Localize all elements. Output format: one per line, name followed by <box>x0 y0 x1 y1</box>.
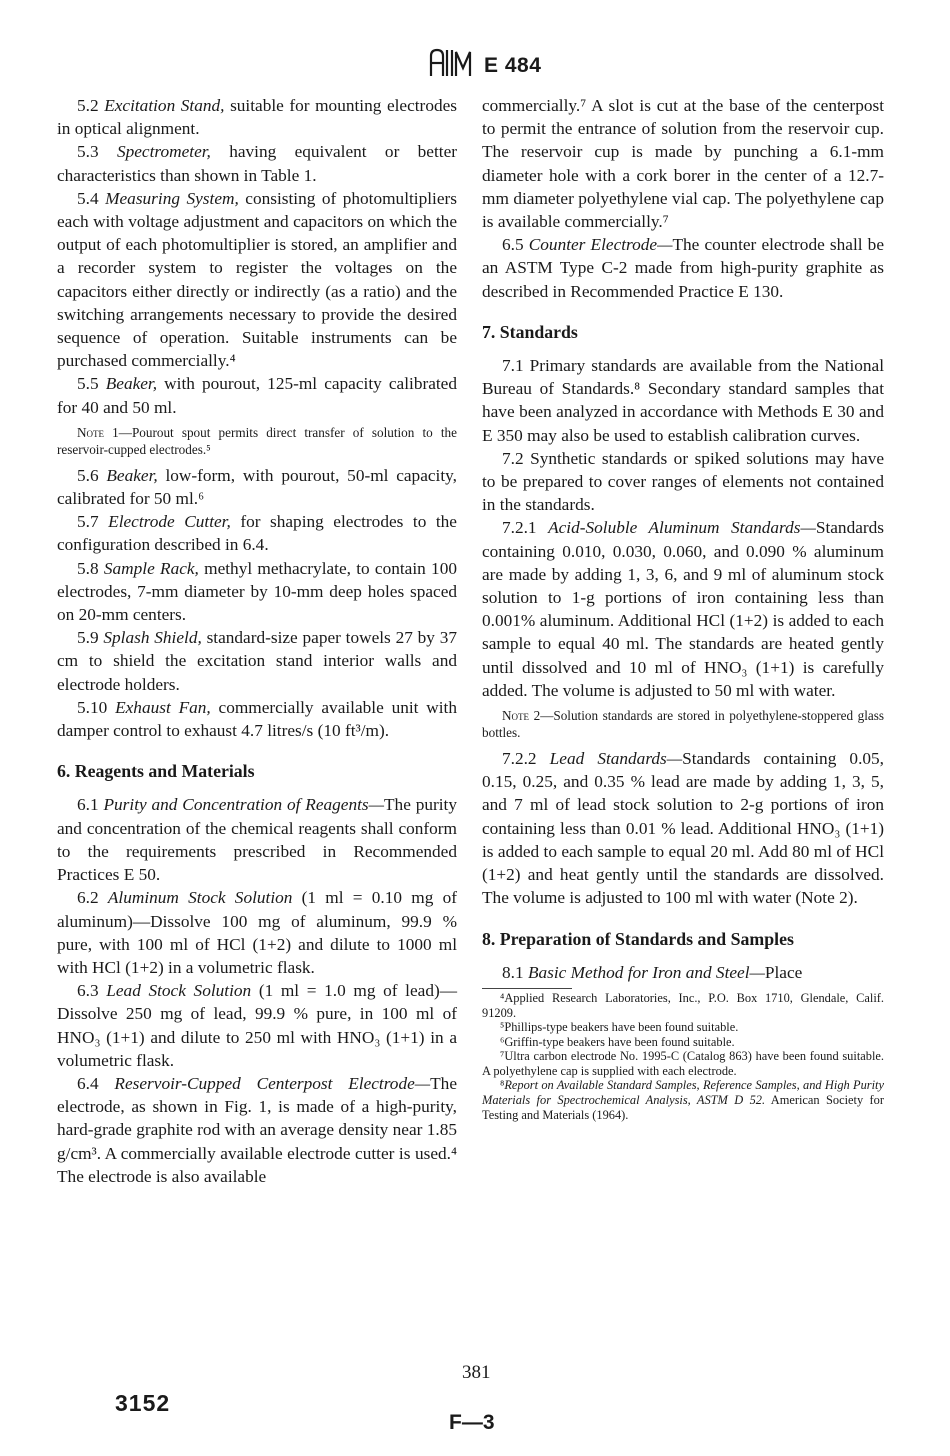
paragraph-text: The counter electrode shall be an ASTM Type C-2 made from high-purity graphite as described in Recommended Practice E 130. <box>482 235 884 301</box>
item-title: Splash Shield, <box>103 628 202 648</box>
paragraph <box>57 626 457 696</box>
section-number: 5.10 <box>77 697 108 717</box>
footnote <box>482 1078 884 1122</box>
section-number: 5.9 <box>77 628 99 648</box>
item-title: Reservoir-Cupped Centerpost Electrode— <box>114 1073 431 1093</box>
paragraph <box>57 793 457 886</box>
item-title: Excitation Stand, <box>104 96 225 115</box>
paragraph <box>482 516 884 702</box>
paragraph <box>57 372 457 418</box>
section-number: 6.4 <box>77 1073 99 1093</box>
footnote-title: Report on Available Standard Samples, Reference Samples, and High Purity Materials for Spectrochemical Analysis, ASTM D 52. <box>482 1078 884 1108</box>
paragraph <box>57 979 457 1072</box>
section-number: 8.1 <box>502 962 524 982</box>
paragraph <box>57 140 457 186</box>
paragraph-text: Standards containing 0.05, 0.15, 0.25, and 0.35 % lead are made by adding 1, 3, 5, and 7 ml of lead stock solution to 2-g portions of iron containing less than 0.01 % lead. Additional HNO₃ (1+1) is added to each sample to equal 20 ml. Add 80 ml of HCl (1+2) and heat gently until the standards are dissolved. The volume is adjusted to 100 ml with water (Note 2). <box>482 749 884 908</box>
page-mark: F—3 <box>449 1411 495 1434</box>
footnote-text: ⁴Applied Research Laboratories, Inc., P.O. Box 1710, Glendale, Calif. 91209. <box>482 990 884 1020</box>
page-code: 3152 <box>115 1390 171 1416</box>
paragraph-text: Synthetic standards or spiked solutions may have to be prepared to cover ranges of elements not contained in the standards. <box>482 448 884 515</box>
paragraph <box>482 233 884 303</box>
paragraph <box>57 886 457 979</box>
item-title: Purity and Concentration of Reagents— <box>103 795 384 815</box>
footnote <box>482 1049 884 1078</box>
note-label: Note <box>77 424 105 440</box>
item-title: Exhaust Fan, <box>115 697 211 717</box>
note-text: 1—Pourout spout permits direct transfer of solution to the reservoir-cupped electrodes.⁵ <box>57 424 457 457</box>
paragraph <box>57 696 457 742</box>
section-number: 5.7 <box>77 512 99 532</box>
paragraph <box>482 447 884 517</box>
section-number: 5.5 <box>77 374 99 394</box>
section-number: 6.5 <box>502 235 524 255</box>
item-title: Spectrometer, <box>116 142 211 162</box>
item-title: Beaker, <box>105 374 158 394</box>
paragraph-text: The electrode, as shown in Fig. 1, is made of a high-purity, hard-grade graphite rod with an average density near 1.85 g/cm³. A commercially available electrode cutter is used.⁴ The electrode is also available <box>57 1073 457 1186</box>
page-number: 381 <box>462 1362 491 1383</box>
item-title: Measuring System, <box>105 188 239 208</box>
paragraph-text: with pourout, 125-ml capacity calibrated for 40 and 50 ml. <box>57 374 457 417</box>
footnote-text: ⁸ <box>500 1078 505 1093</box>
footnote-text: American Society for Testing and Materials (1964). <box>482 1093 884 1122</box>
left-column <box>57 94 457 1188</box>
paragraph <box>57 94 457 140</box>
section-number: 5.4 <box>77 188 99 208</box>
paragraph-text: The purity and concentration of the chemical reagents shall conform to the requirements prescribed in Recommended Practices E 50. <box>57 795 458 885</box>
item-title: Lead Standards— <box>549 749 683 769</box>
footnote-rule <box>482 988 572 989</box>
section-heading: 8. Preparation of Standards and Samples <box>482 928 794 949</box>
paragraph-text: standard-size paper towels 27 by 37 cm to shield the excitation stand interior walls and electrode holders. <box>57 628 457 694</box>
item-title: Basic Method for Iron and Steel— <box>527 962 765 982</box>
section-number: 5.6 <box>77 465 99 485</box>
footnote-text: ⁶Griffin-type beakers have been found suitable. <box>500 1034 735 1049</box>
section-number: 5.8 <box>77 558 99 578</box>
paragraph-text: (1 ml = 1.0 mg of lead)—Dissolve 250 mg of lead, 99.9 % pure, in 100 ml of HNO₃ (1+1) and dilute to 250 ml with HNO₃ (1+1) in a volumetric flask. <box>57 981 458 1070</box>
footnote <box>482 991 884 1020</box>
footnote <box>482 1035 884 1050</box>
footnote <box>482 1020 884 1035</box>
section-number: 7.2.2 <box>502 749 537 769</box>
paragraph-text: suitable for mounting electrodes in optical alignment. <box>57 96 457 139</box>
paragraph <box>57 510 457 556</box>
item-title: Beaker, <box>106 465 158 485</box>
paragraph-text: for shaping electrodes to the configuration described in 6.4. <box>57 512 457 555</box>
right-column <box>482 94 884 1122</box>
paragraph-text: commercially available unit with damper control to exhaust 4.7 litres/s (10 ft³/m). <box>57 697 457 741</box>
note-text: 2—Solution standards are stored in polyethylene-stoppered glass bottles. <box>482 708 884 741</box>
paragraph <box>57 464 457 510</box>
paragraph-text: Primary standards are available from the National Bureau of Standards.⁸ Secondary standard samples that have been analyzed in accordance with Methods E 30 and E 350 may also be used to establish calibration curves. <box>482 356 884 445</box>
note <box>57 424 457 458</box>
paragraph <box>57 1072 457 1188</box>
section-heading: 6. Reagents and Materials <box>57 761 255 782</box>
section-number: 7.1 <box>502 356 524 376</box>
note-label: Note <box>502 708 530 724</box>
item-title: Aluminum Stock Solution <box>107 888 293 908</box>
section-number: 7.2 <box>502 448 524 468</box>
section-number: 6.3 <box>77 981 99 1001</box>
item-title: Electrode Cutter, <box>108 512 231 532</box>
item-title: Counter Electrode— <box>528 235 673 255</box>
section-number: 5.3 <box>77 142 99 162</box>
paragraph <box>57 187 457 373</box>
footnote-text: ⁵Phillips-type beakers have been found suitable. <box>500 1020 739 1035</box>
paragraph: commercially.⁷ A slot is cut at the base of the centerpost to permit the entrance of solution from the reservoir cup. The reservoir cup is made by punching a 6.1-mm diameter hole with a cork borer in the center of a 12.7-mm diameter polyethylene vial cap. The polyethylene cap is available commercially.⁷ <box>482 96 884 232</box>
section-heading: 7. Standards <box>482 321 578 342</box>
item-title: Lead Stock Solution <box>106 981 252 1001</box>
paragraph-text: low-form, with pourout, 50-ml capacity, calibrated for 50 ml.⁶ <box>57 465 457 509</box>
footnote-text: ⁷Ultra carbon electrode No. 1995-C (Catalog 863) have been found suitable. A polyethylene cap is supplied with each electrode. <box>482 1049 884 1078</box>
section-number: 6.1 <box>77 795 99 815</box>
paragraph <box>482 961 884 984</box>
paragraph-text: Place <box>764 962 803 982</box>
page-header <box>0 46 950 86</box>
paragraph <box>482 747 884 909</box>
standard-designation: E 484 <box>484 54 542 77</box>
section-number: 7.2.1 <box>502 518 537 538</box>
paragraph-text: Standards containing 0.010, 0.030, 0.060, and 0.090 % aluminum are made by adding 1, 3, 6, and 9 ml of aluminum stock solution to 1-g portions of iron containing less than 0.001% aluminum. Additional HCl (1+2) is added to each sample to equal 40 ml. The standards are heated gently until dissolved and 10 ml of HNO₃ (1+1) is carefully added. The volume is adjusted to 50 ml with water. <box>482 518 884 700</box>
paragraph-text: having equivalent or better characteristics than shown in Table 1. <box>57 142 458 185</box>
section-number: 6.2 <box>77 888 99 908</box>
note <box>482 707 884 741</box>
paragraph <box>482 354 884 447</box>
paragraph-text: consisting of photomultipliers each with voltage adjustment and capacitors on which the output of each photomultiplier is stored, an amplifier and a recorder system to register the voltages on the capacitors either directly or indirectly (as a ratio) and the switching arrangements necessary to provide the desired sequence of operation. Suitable instruments can be purchased commercially.⁴ <box>57 188 457 371</box>
item-title: Sample Rack, <box>103 558 199 578</box>
section-number: 5.2 <box>77 96 99 115</box>
astm-logo-icon <box>425 46 477 80</box>
paragraph <box>57 557 457 627</box>
item-title: Acid-Soluble Aluminum Standards— <box>548 518 816 538</box>
paragraph-text: methyl methacrylate, to contain 100 electrodes, 7-mm diameter by 10-mm deep holes spaced on 20-mm centers. <box>57 558 457 625</box>
paragraph-text: (1 ml = 0.10 mg of aluminum)—Dissolve 100 mg of aluminum, 99.9 % pure, with 100 ml of HCl (1+2) and dilute to 1000 ml with HCl (1+2) in a volumetric flask. <box>57 888 457 977</box>
